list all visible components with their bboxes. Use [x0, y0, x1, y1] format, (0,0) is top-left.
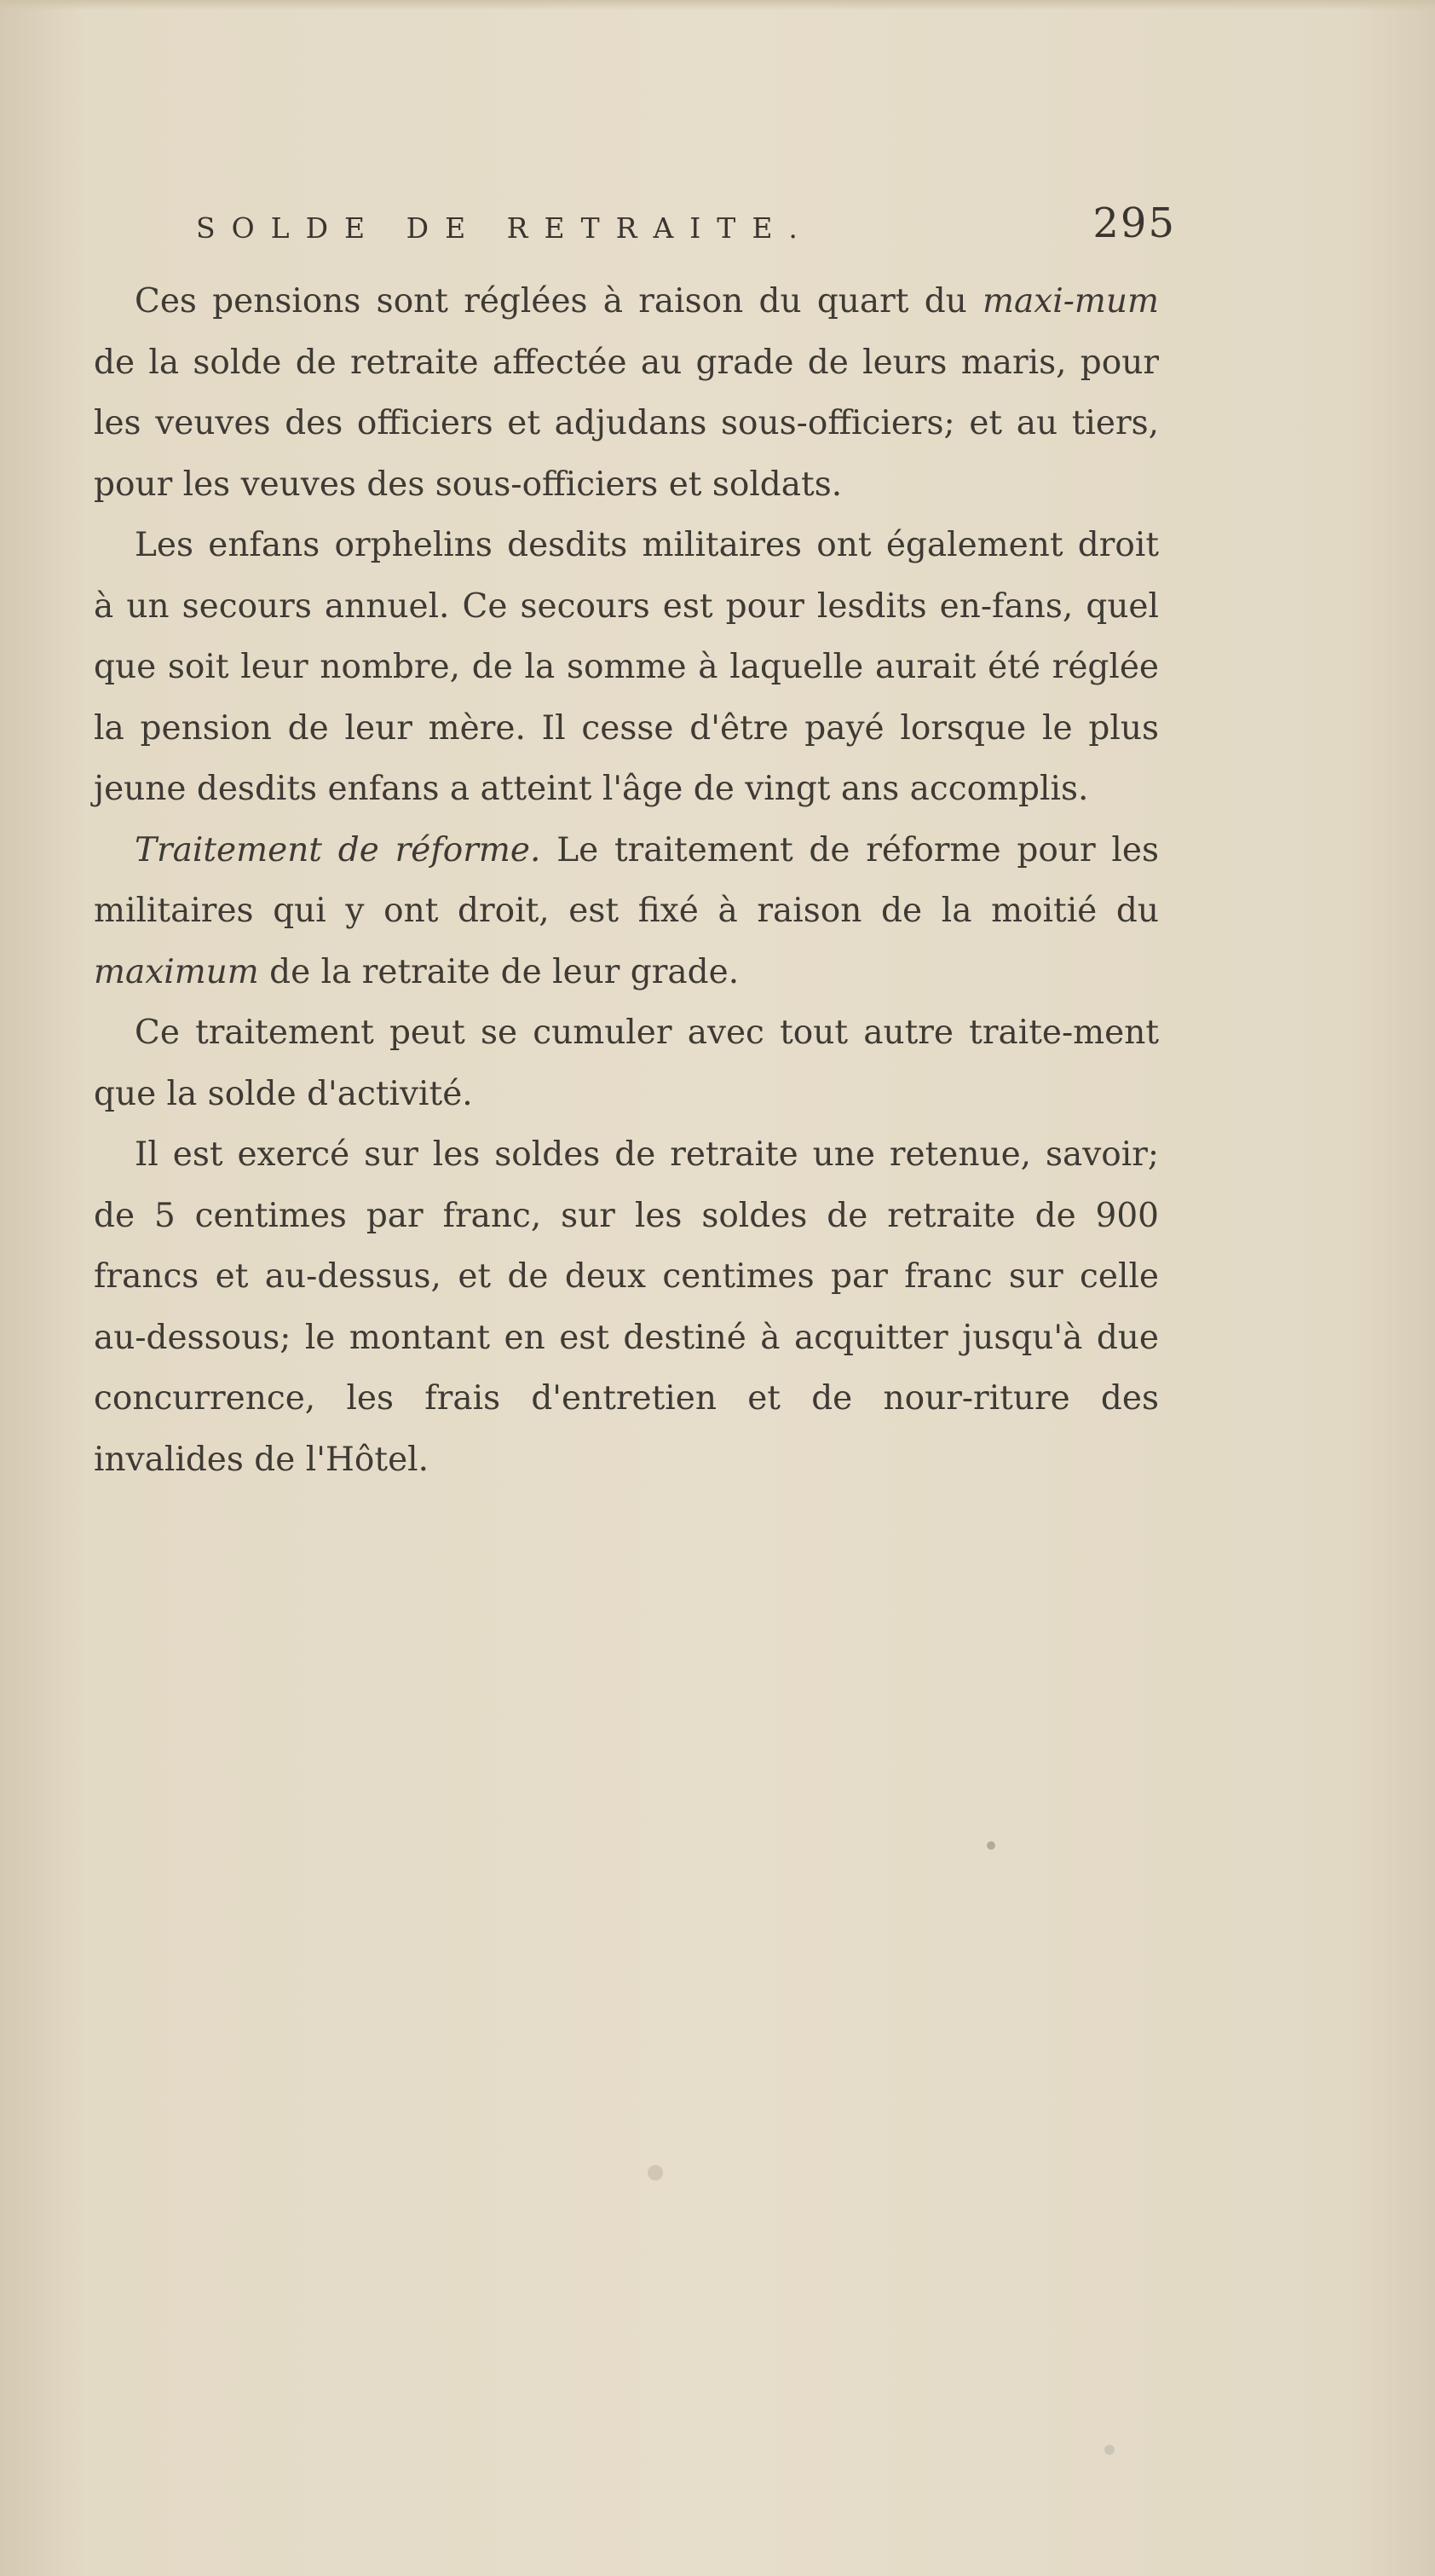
paragraph-reform-pay	[94, 820, 1159, 1003]
text-run: Ces pensions sont réglées à raison du quart du	[135, 282, 983, 321]
text-run: Les enfans orphelins desdits militaires ont également droit à un secours annuel. Ce secours est pour lesdits en-fans, quel que soit leur nombre, de la somme à laquelle aurait été réglée la pension de leur mère. Il cesse d'être payé lorsque le plus jeune desdits enfans a atteint l'âge de vingt ans accomplis.	[94, 526, 1159, 808]
text-run: de la solde de retraite affectée au grade de leurs maris, pour les veuves des officiers et adjudans sous-officiers; et au tiers, pour les veuves des sous-officiers et soldats.	[94, 343, 1159, 504]
body-text	[94, 271, 1159, 1490]
paper-stain	[648, 2165, 663, 2180]
italic-term: maximum	[94, 952, 259, 991]
running-head: SOLDE DE RETRAITE.	[196, 211, 814, 245]
text-run: Ce traitement peut se cumuler avec tout autre traite-ment que la solde d'activité.	[94, 1014, 1159, 1113]
page-number: 295	[1092, 199, 1176, 247]
page-header	[196, 194, 1176, 263]
text-run: Le traitement de réforme pour les militaires qui y ont droit, est fixé à raison de la moitié du	[94, 830, 1159, 930]
text-run: de la retraite de leur grade.	[258, 952, 740, 991]
paragraph-orphans	[94, 515, 1159, 820]
page-top-edge	[0, 0, 1435, 10]
text-run: Il est exercé sur les soldes de retraite une retenue, savoir; de 5 centimes par franc, sur les soldes de retraite de 900 francs et au-dessus, et de deux centimes par franc sur celle au-dessous; le montant en est destiné à acquitter jusqu'à due concurrence, les frais d'entretien et de nour-riture des invalides de l'Hôtel.	[94, 1135, 1159, 1479]
italic-heading: Traitement de réforme.	[135, 830, 541, 869]
paper-stain	[1104, 2445, 1115, 2455]
paragraph-cumulation	[94, 1002, 1159, 1124]
italic-term: maxi-mum	[983, 282, 1159, 321]
paper-stain	[987, 1841, 995, 1850]
paragraph-withholding	[94, 1124, 1159, 1490]
paragraph-widows-pensions	[94, 271, 1159, 515]
